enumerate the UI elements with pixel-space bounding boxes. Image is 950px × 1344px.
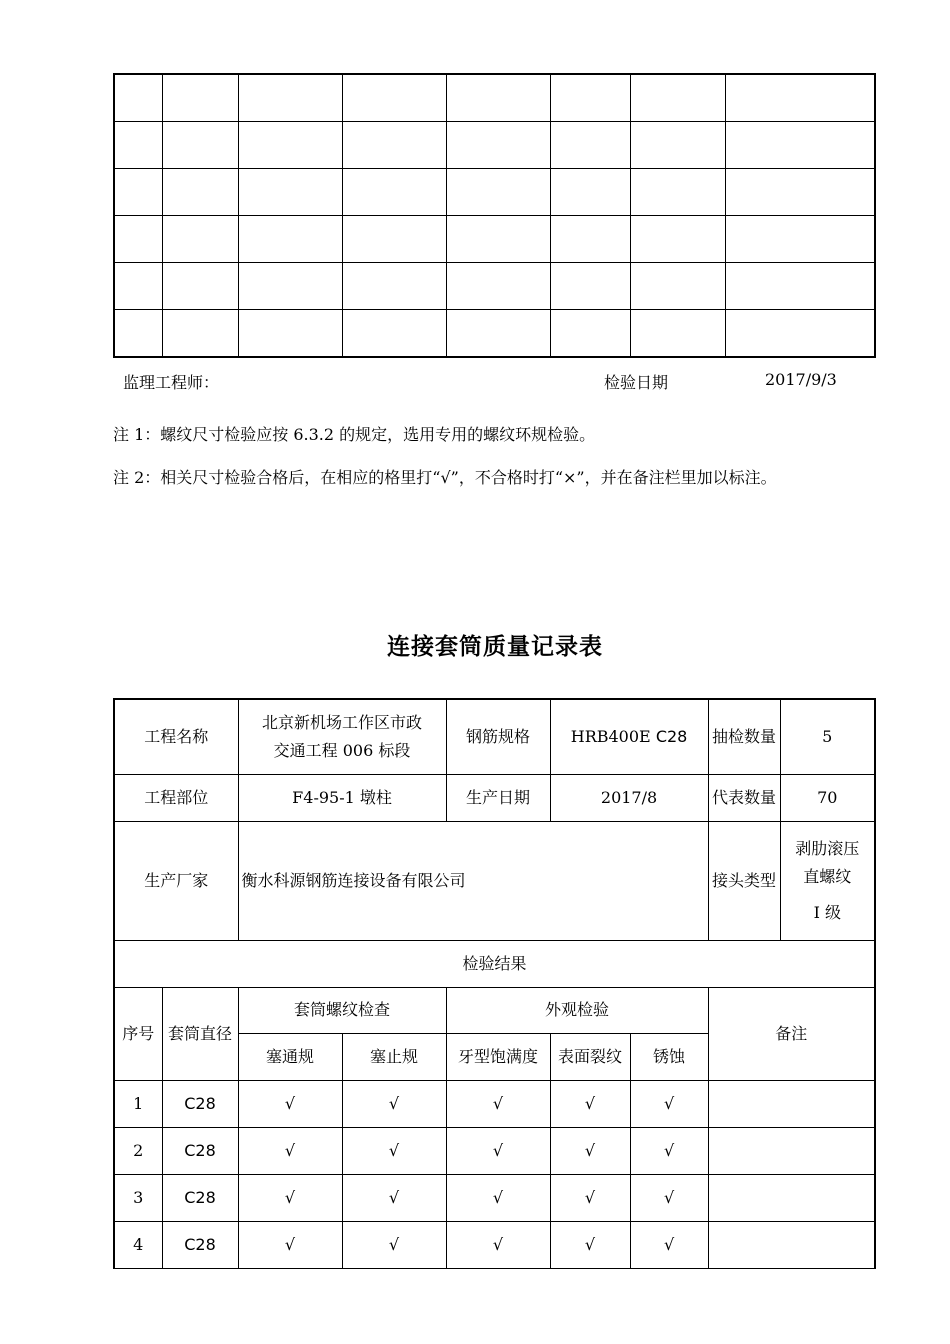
row-go-gauge-check: √ bbox=[238, 1127, 342, 1174]
sub-rust: 锈蚀 bbox=[630, 1033, 708, 1080]
empty-cell bbox=[550, 122, 630, 169]
rep-qty-label: 代表数量 bbox=[708, 774, 780, 821]
row-rust-check: √ bbox=[630, 1221, 708, 1268]
project-name-line-1: 北京新机场工作区市政 bbox=[262, 712, 423, 732]
empty-cell bbox=[446, 216, 550, 263]
empty-cell bbox=[114, 169, 162, 216]
sample-qty-label: 抽检数量 bbox=[708, 699, 780, 774]
empty-cell bbox=[725, 169, 875, 216]
group-thread-header: 套筒螺纹检查 bbox=[238, 987, 446, 1033]
joint-type-line-2: 直螺纹 bbox=[803, 866, 852, 886]
row-surface-crack-check: √ bbox=[550, 1080, 630, 1127]
row-diameter: C28 bbox=[162, 1174, 238, 1221]
row-thread-fullness-check: √ bbox=[446, 1221, 550, 1268]
empty-cell bbox=[725, 216, 875, 263]
empty-cell bbox=[630, 169, 725, 216]
empty-cell bbox=[162, 263, 238, 310]
empty-cell bbox=[550, 310, 630, 358]
row-nogo-gauge-check: √ bbox=[342, 1080, 446, 1127]
empty-cell bbox=[446, 122, 550, 169]
empty-cell bbox=[446, 310, 550, 358]
empty-cell bbox=[238, 122, 342, 169]
previous-record-table bbox=[113, 73, 876, 358]
row-go-gauge-check: √ bbox=[238, 1221, 342, 1268]
empty-cell bbox=[725, 263, 875, 310]
empty-row bbox=[114, 310, 875, 358]
empty-cell bbox=[114, 216, 162, 263]
col-diameter-header: 套筒直径 bbox=[162, 987, 238, 1080]
joint-type-line-3: I 级 bbox=[813, 902, 841, 922]
empty-row bbox=[114, 74, 875, 122]
row-remark bbox=[708, 1080, 875, 1127]
empty-cell bbox=[238, 216, 342, 263]
group-appearance-header: 外观检验 bbox=[446, 987, 708, 1033]
empty-cell bbox=[550, 169, 630, 216]
empty-cell bbox=[446, 169, 550, 216]
joint-type-value bbox=[780, 821, 875, 940]
row-diameter: C28 bbox=[162, 1221, 238, 1268]
row-seq: 4 bbox=[114, 1221, 162, 1268]
row-seq: 3 bbox=[114, 1174, 162, 1221]
sample-qty-value: 5 bbox=[780, 699, 875, 774]
empty-cell bbox=[446, 263, 550, 310]
row-rust-check: √ bbox=[630, 1127, 708, 1174]
sleeve-quality-table bbox=[113, 698, 876, 1269]
empty-cell bbox=[342, 74, 446, 122]
project-name-label: 工程名称 bbox=[114, 699, 238, 774]
rep-qty-value: 70 bbox=[780, 774, 875, 821]
empty-cell bbox=[630, 216, 725, 263]
table-row bbox=[114, 1174, 875, 1221]
empty-cell bbox=[630, 122, 725, 169]
inspection-date-label: 检验日期 bbox=[604, 373, 669, 392]
table-row bbox=[114, 1080, 875, 1127]
empty-cell bbox=[342, 310, 446, 358]
empty-row bbox=[114, 216, 875, 263]
sub-nogo-gauge: 塞止规 bbox=[342, 1033, 446, 1080]
row-diameter: C28 bbox=[162, 1080, 238, 1127]
empty-cell bbox=[114, 122, 162, 169]
sub-surface-crack: 表面裂纹 bbox=[550, 1033, 630, 1080]
empty-cell bbox=[162, 122, 238, 169]
empty-cell bbox=[238, 310, 342, 358]
results-header-row bbox=[114, 940, 875, 987]
row-thread-fullness-check: √ bbox=[446, 1174, 550, 1221]
document-title: 连接套筒质量记录表 bbox=[387, 633, 603, 660]
supervisor-label: 监理工程师： bbox=[123, 373, 220, 392]
prod-date-value: 2017/8 bbox=[550, 774, 708, 821]
note-2: 注 2：相关尺寸检验合格后，在相应的格里打“√”，不合格时打“×”，并在备注栏里加以标注。 bbox=[113, 468, 777, 487]
project-name-value bbox=[238, 699, 446, 774]
project-name-line-2: 交通工程 006 标段 bbox=[273, 740, 411, 760]
project-part-value: F4-95-1 墩柱 bbox=[238, 774, 446, 821]
empty-cell bbox=[630, 263, 725, 310]
empty-cell bbox=[162, 74, 238, 122]
info-row-1 bbox=[114, 699, 875, 774]
table-row bbox=[114, 1221, 875, 1268]
empty-cell bbox=[725, 122, 875, 169]
row-rust-check: √ bbox=[630, 1174, 708, 1221]
row-nogo-gauge-check: √ bbox=[342, 1127, 446, 1174]
empty-cell bbox=[342, 122, 446, 169]
empty-cell bbox=[114, 263, 162, 310]
row-seq: 1 bbox=[114, 1080, 162, 1127]
empty-cell bbox=[238, 263, 342, 310]
row-remark bbox=[708, 1127, 875, 1174]
empty-cell bbox=[630, 310, 725, 358]
empty-cell bbox=[114, 310, 162, 358]
col-remarks-header: 备注 bbox=[708, 987, 875, 1080]
inspection-date-value: 2017/9/3 bbox=[765, 370, 837, 389]
empty-cell bbox=[162, 310, 238, 358]
rebar-spec-grade: HRB400E bbox=[570, 726, 651, 746]
empty-cell bbox=[550, 216, 630, 263]
empty-cell bbox=[342, 169, 446, 216]
rebar-spec-diameter: C28 bbox=[655, 726, 688, 746]
table-row bbox=[114, 1127, 875, 1174]
row-seq: 2 bbox=[114, 1127, 162, 1174]
info-row-2 bbox=[114, 774, 875, 821]
empty-row bbox=[114, 263, 875, 310]
row-surface-crack-check: √ bbox=[550, 1174, 630, 1221]
row-remark bbox=[708, 1174, 875, 1221]
row-go-gauge-check: √ bbox=[238, 1174, 342, 1221]
empty-cell bbox=[238, 74, 342, 122]
rebar-spec-label: 钢筋规格 bbox=[446, 699, 550, 774]
row-surface-crack-check: √ bbox=[550, 1221, 630, 1268]
row-go-gauge-check: √ bbox=[238, 1080, 342, 1127]
info-row-3 bbox=[114, 821, 875, 940]
manufacturer-label: 生产厂家 bbox=[114, 821, 238, 940]
row-diameter: C28 bbox=[162, 1127, 238, 1174]
empty-cell bbox=[725, 74, 875, 122]
empty-row bbox=[114, 169, 875, 216]
empty-cell bbox=[342, 263, 446, 310]
project-part-label: 工程部位 bbox=[114, 774, 238, 821]
row-nogo-gauge-check: √ bbox=[342, 1221, 446, 1268]
sub-thread-fullness: 牙型饱满度 bbox=[446, 1033, 550, 1080]
empty-cell bbox=[550, 74, 630, 122]
results-group-row bbox=[114, 987, 875, 1033]
empty-cell bbox=[238, 169, 342, 216]
empty-row bbox=[114, 122, 875, 169]
col-seq-header: 序号 bbox=[114, 987, 162, 1080]
prod-date-label: 生产日期 bbox=[446, 774, 550, 821]
empty-cell bbox=[114, 74, 162, 122]
empty-cell bbox=[162, 169, 238, 216]
row-rust-check: √ bbox=[630, 1080, 708, 1127]
row-nogo-gauge-check: √ bbox=[342, 1174, 446, 1221]
empty-cell bbox=[342, 216, 446, 263]
empty-cell bbox=[725, 310, 875, 358]
results-header: 检验结果 bbox=[114, 940, 875, 987]
row-thread-fullness-check: √ bbox=[446, 1127, 550, 1174]
joint-type-line-1: 剥肋滚压 bbox=[795, 838, 860, 858]
joint-type-label: 接头类型 bbox=[708, 821, 780, 940]
row-remark bbox=[708, 1221, 875, 1268]
row-thread-fullness-check: √ bbox=[446, 1080, 550, 1127]
empty-cell bbox=[446, 74, 550, 122]
sub-go-gauge: 塞通规 bbox=[238, 1033, 342, 1080]
empty-cell bbox=[162, 216, 238, 263]
note-1: 注 1：螺纹尺寸检验应按 6.3.2 的规定，选用专用的螺纹环规检验。 bbox=[113, 425, 596, 444]
row-surface-crack-check: √ bbox=[550, 1127, 630, 1174]
empty-cell bbox=[550, 263, 630, 310]
empty-cell bbox=[630, 74, 725, 122]
manufacturer-value: 衡水科源钢筋连接设备有限公司 bbox=[238, 821, 708, 940]
rebar-spec-value bbox=[550, 699, 708, 774]
